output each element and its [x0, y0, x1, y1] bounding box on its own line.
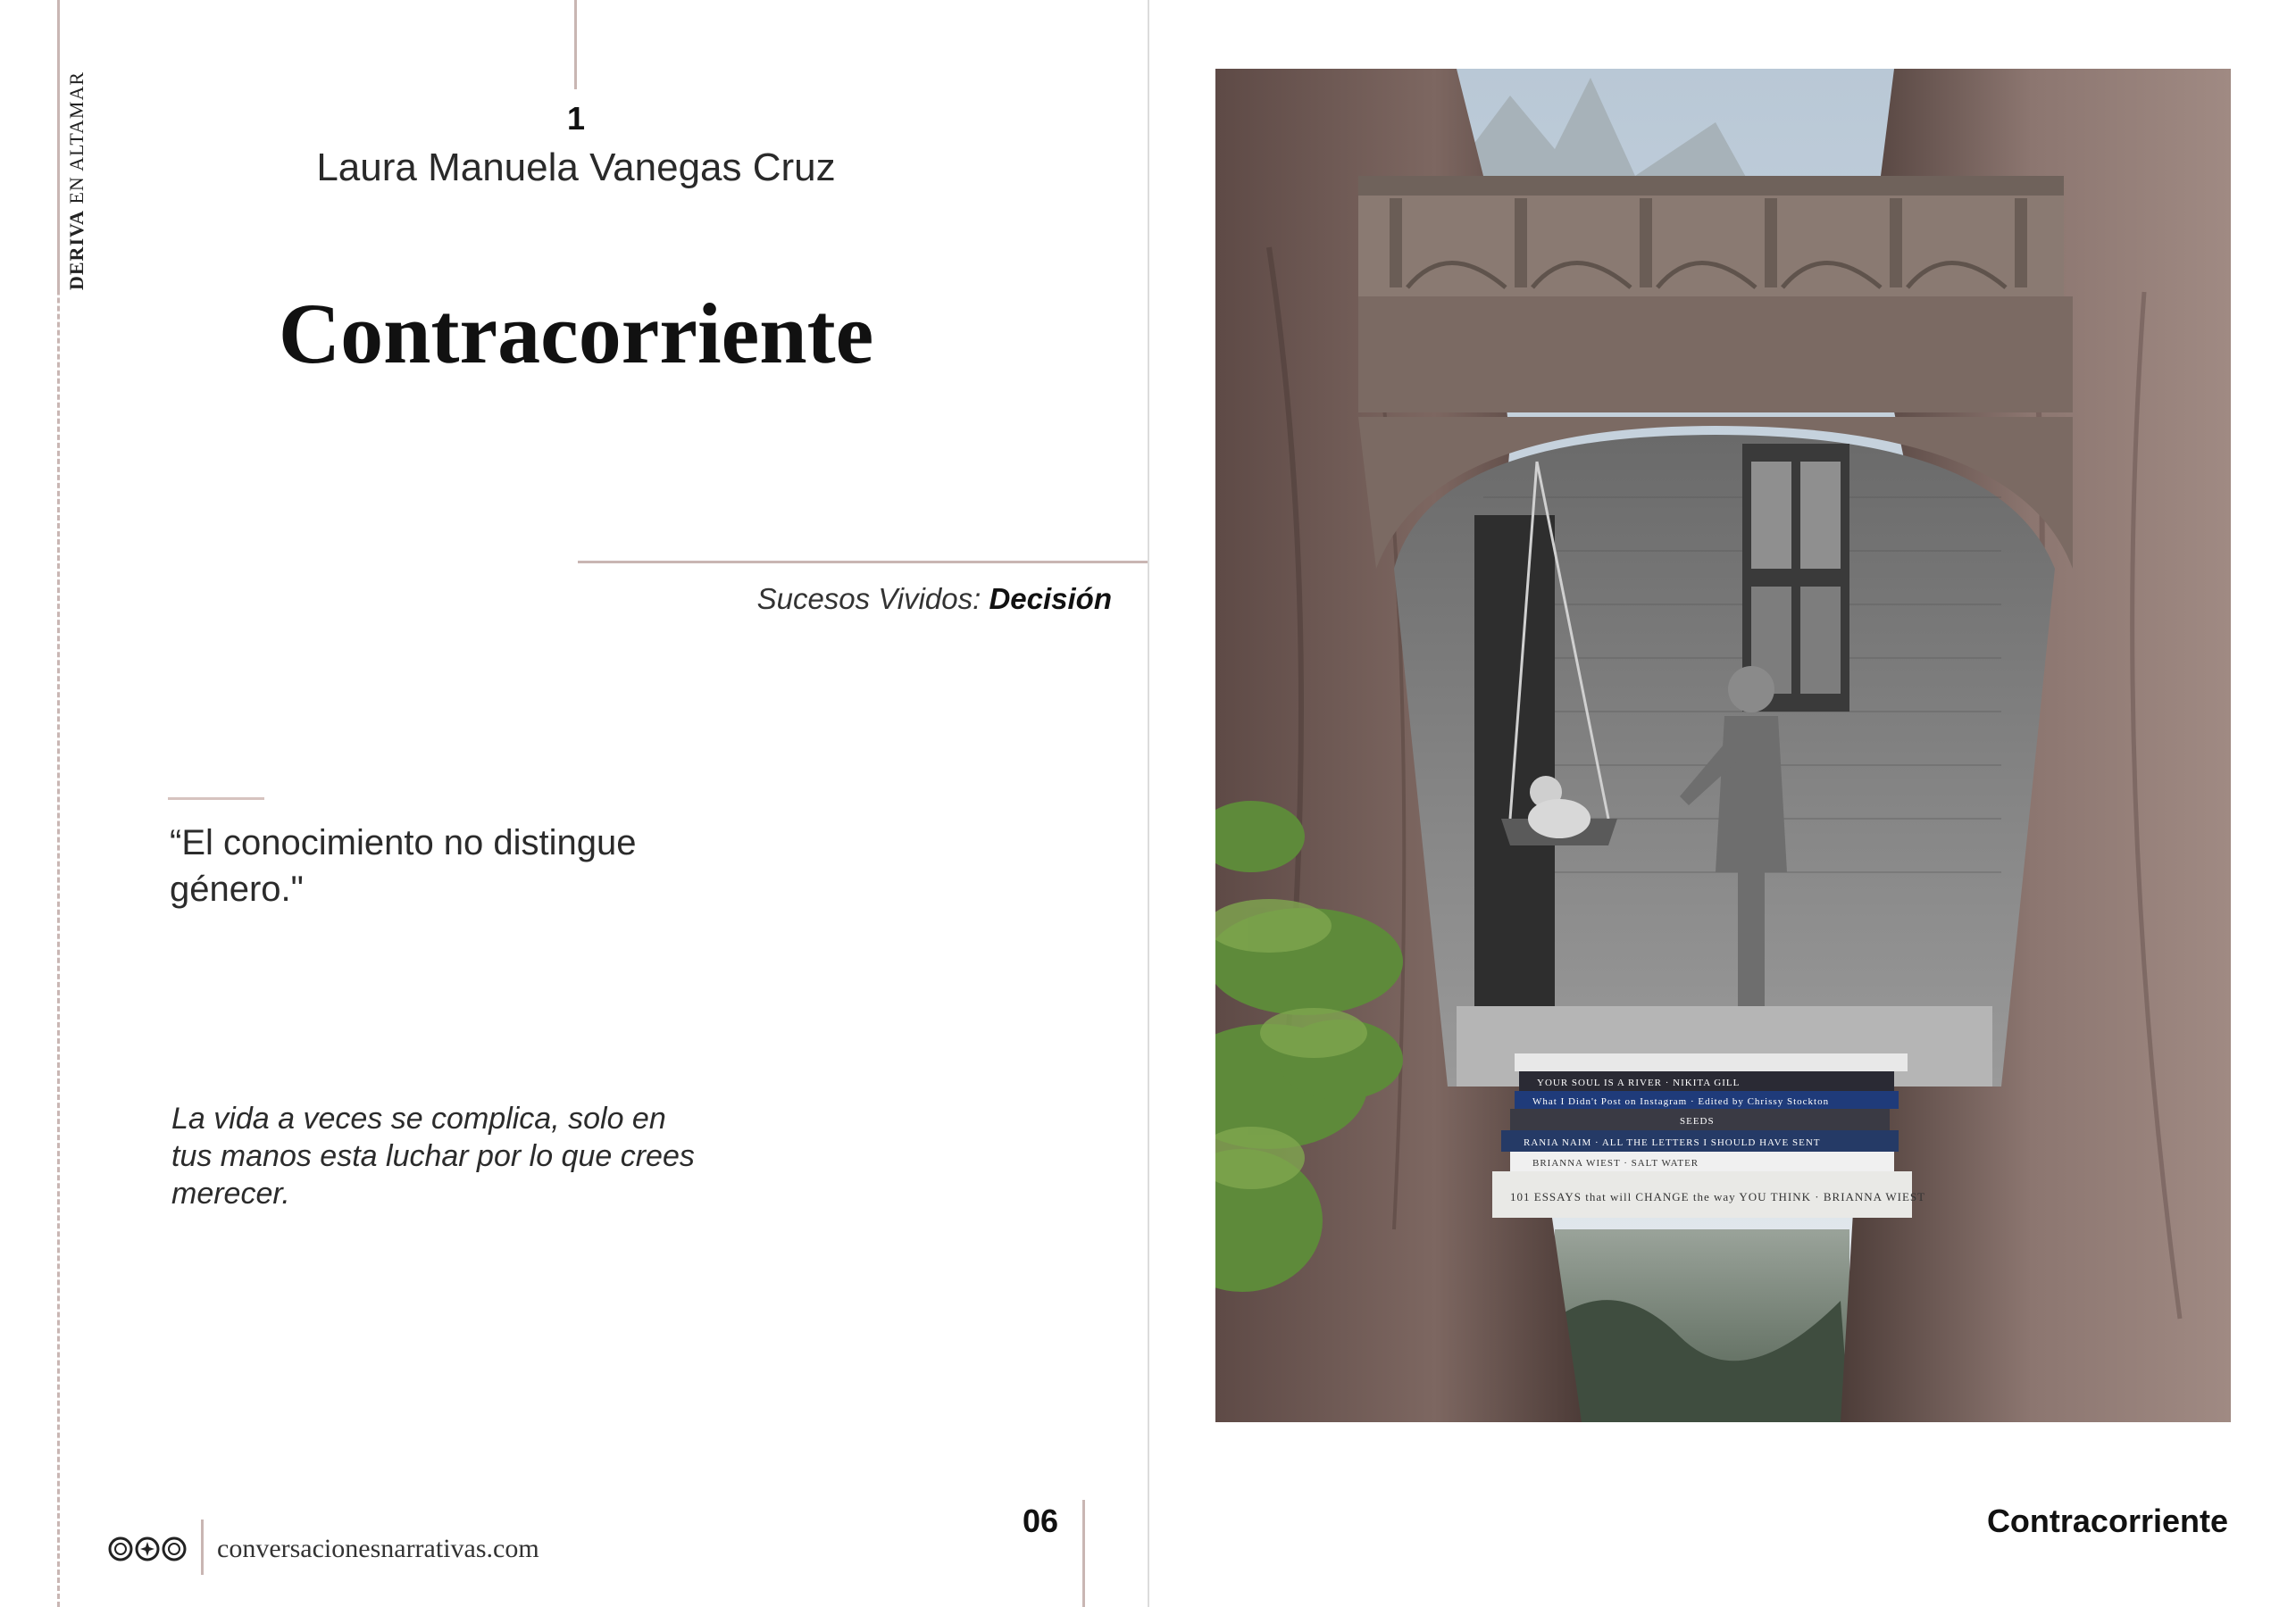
- pull-quote: “El conocimiento no distingue género.": [170, 823, 637, 909]
- quote-rule: [168, 797, 264, 800]
- book-spine-6: 101 ESSAYS that will CHANGE the way YOU THINK · BRIANNA WIEST: [1510, 1190, 1926, 1203]
- author-name: Laura Manuela Vanegas Cruz: [316, 146, 836, 189]
- side-label-strong: DERIVA: [65, 210, 88, 290]
- book-spine-1: YOUR SOUL IS A RIVER · NIKITA GILL: [1537, 1078, 1741, 1088]
- category-label: Sucesos Vividos:: [756, 582, 989, 615]
- spine-solid-line: [57, 0, 60, 295]
- book-spine-3: SEEDS: [1680, 1116, 1715, 1127]
- book-spine-5: BRIANNA WIEST · SALT WATER: [1532, 1158, 1699, 1169]
- three-circles-logo-icon: [107, 1534, 188, 1564]
- book-spine-4: RANIA NAIM · ALL THE LETTERS I SHOULD HAVE SENT: [1524, 1137, 1821, 1148]
- footer-divider: [201, 1520, 204, 1575]
- page-title: Contracorriente: [278, 286, 874, 381]
- footer-website-link[interactable]: conversacionesnarrativas.com: [217, 1534, 539, 1563]
- side-running-header: [65, 71, 88, 290]
- collage-artwork: [1215, 69, 2231, 1422]
- category-value: Decisión: [989, 582, 1112, 615]
- top-vertical-rule: [574, 0, 577, 89]
- chapter-number: 1: [566, 100, 586, 137]
- side-label-rest: EN ALTAMAR: [65, 71, 88, 211]
- book-spine-2: What I Didn't Post on Instagram · Edited by Chrissy Stockton: [1532, 1096, 1830, 1107]
- page-number: 06: [1022, 1503, 1058, 1539]
- category-line: [625, 582, 1112, 616]
- running-title: Contracorriente: [1986, 1503, 2228, 1539]
- section-rule: [578, 561, 1148, 563]
- body-paragraph: La vida a veces se complica, solo en tus manos esta luchar por lo que crees merecer.: [171, 1102, 695, 1211]
- page-number-rule: [1082, 1500, 1085, 1607]
